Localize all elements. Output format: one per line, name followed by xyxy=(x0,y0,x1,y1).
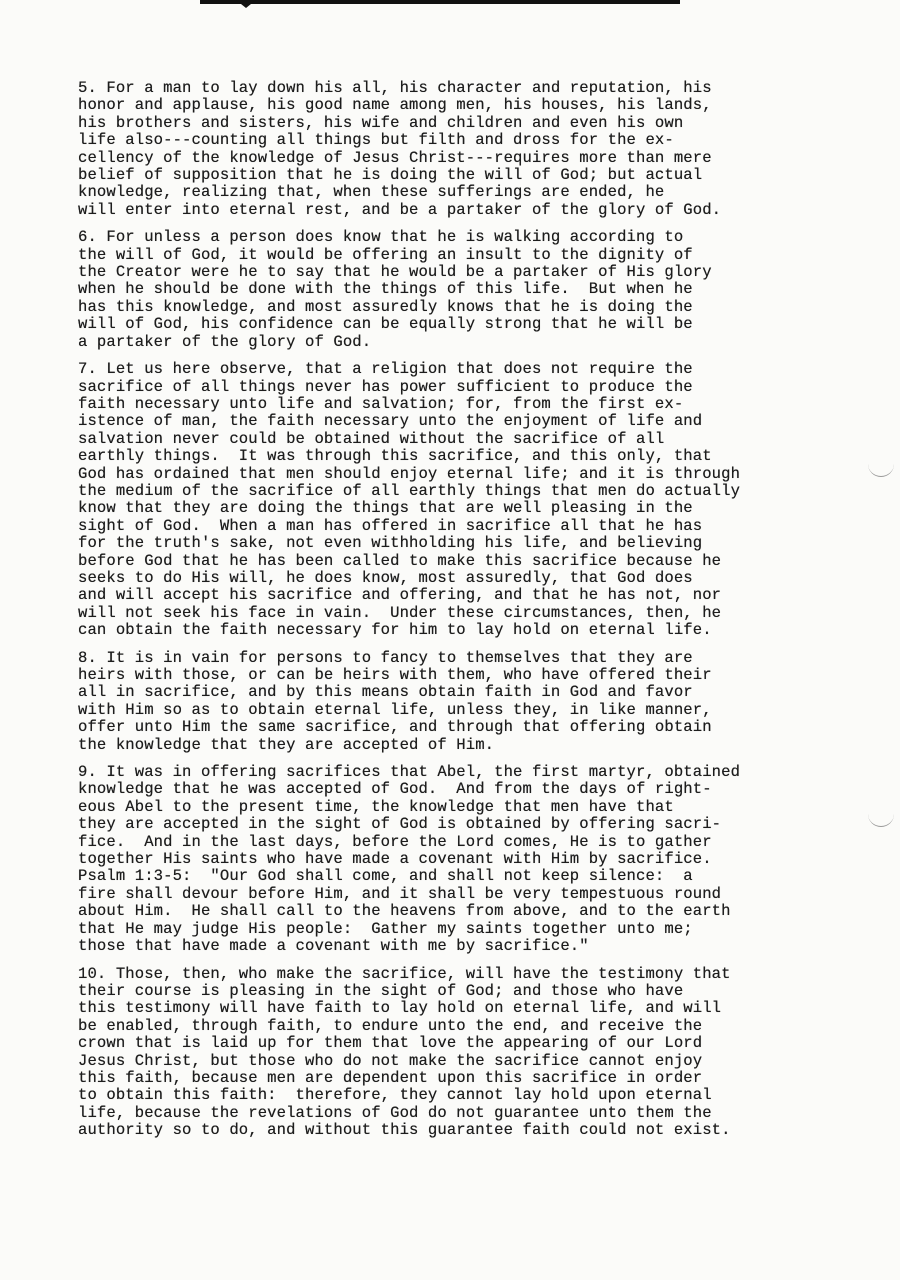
paragraph-6: 6. For unless a person does know that he is walking according to the will of God, it would be offering an insult to the dignity of the Creator were he to say that he would be a partaker of His glory when he should be done with the things of this life. But when he has this knowledge, and most assuredly knows that he is doing the will of God, his confidence can be equally strong that he will be a partaker of the glory of God. xyxy=(78,228,712,351)
paragraph-9: 9. It was in offering sacrifices that Abel, the first martyr, obtained knowledge that he was accepted of God. And from the days of right- eous Abel to the present time, the knowledge that men have that they are accepted in the sight of God is obtained by offering sacri- fice. And in the last days, before the Lord comes, He is to gather together His saints who have made a covenant with Him by sacrifice. Psalm 1:3-5: "Our God shall come, and shall not keep silence: a fire shall devour before Him, and it shall be very tempestuous round about Him. He shall call to the heavens from above, and to the earth that He may judge His people: Gather my saints together unto me; those that have made a covenant with me by sacrifice." xyxy=(78,763,741,956)
top-edge-mark xyxy=(200,0,680,4)
binder-hole-mark xyxy=(868,812,894,827)
page-body xyxy=(78,80,868,1150)
paragraph-7: 7. Let us here observe, that a religion that does not require the sacrifice of all things never has power sufficient to produce the faith necessary unto life and salvation; for, from the first ex- istence of man, the faith necessary unto the enjoyment of life and salvation never could be obtained without the sacrifice of all earthly things. It was through this sacrifice, and this only, that God has ordained that men should enjoy eternal life; and it is through the medium of the sacrifice of all earthly things that men do actually know that they are doing the things that are well pleasing in the sight of God. When a man has offered in sacrifice all that he has for the truth's sake, not even withholding his life, and believing before God that he has been called to make this sacrifice because he seeks to do His will, he does know, most assuredly, that God does and will accept his sacrifice and offering, and that he has not, nor will not seek his face in vain. Under these circumstances, then, he can obtain the faith necessary for him to lay hold on eternal life. xyxy=(78,360,741,640)
paragraph-5: 5. For a man to lay down his all, his character and reputation, his honor and applause, his good name among men, his houses, his lands, his brothers and sisters, his wife and children and even his own life also---counting all things but filth and dross for the ex- cellency of the knowledge of Jesus Christ---requires more than mere belief of supposition that he is doing the will of God; but actual knowledge, realizing that, when these sufferings are ended, he will enter into eternal rest, and be a partaker of the glory of God. xyxy=(78,79,722,219)
paragraph-8: 8. It is in vain for persons to fancy to themselves that they are heirs with those, or can be heirs with them, who have offered their all in sacrifice, and by this means obtain faith in God and favor with Him so as to obtain eternal life, unless they, in like manner, offer unto Him the same sacrifice, and through that offering obtain the knowledge that they are accepted of Him. xyxy=(78,648,712,754)
binder-hole-mark xyxy=(868,462,894,477)
paragraph-10: 10. Those, then, who make the sacrifice, will have the testimony that their course is pleasing in the sight of God; and those who have this testimony will have faith to lay hold on eternal life, and will be enabled, through faith, to endure unto the end, and receive the crown that is laid up for them that love the appearing of our Lord Jesus Christ, but those who do not make the sacrifice cannot enjoy this faith, because men are dependent upon this sacrifice in order to obtain this faith: therefore, they cannot lay hold upon eternal life, because the revelations of God do not guarantee unto them the authority so to do, and without this guarantee faith could not exist. xyxy=(78,964,731,1140)
top-edge-arrow-icon xyxy=(236,0,256,8)
